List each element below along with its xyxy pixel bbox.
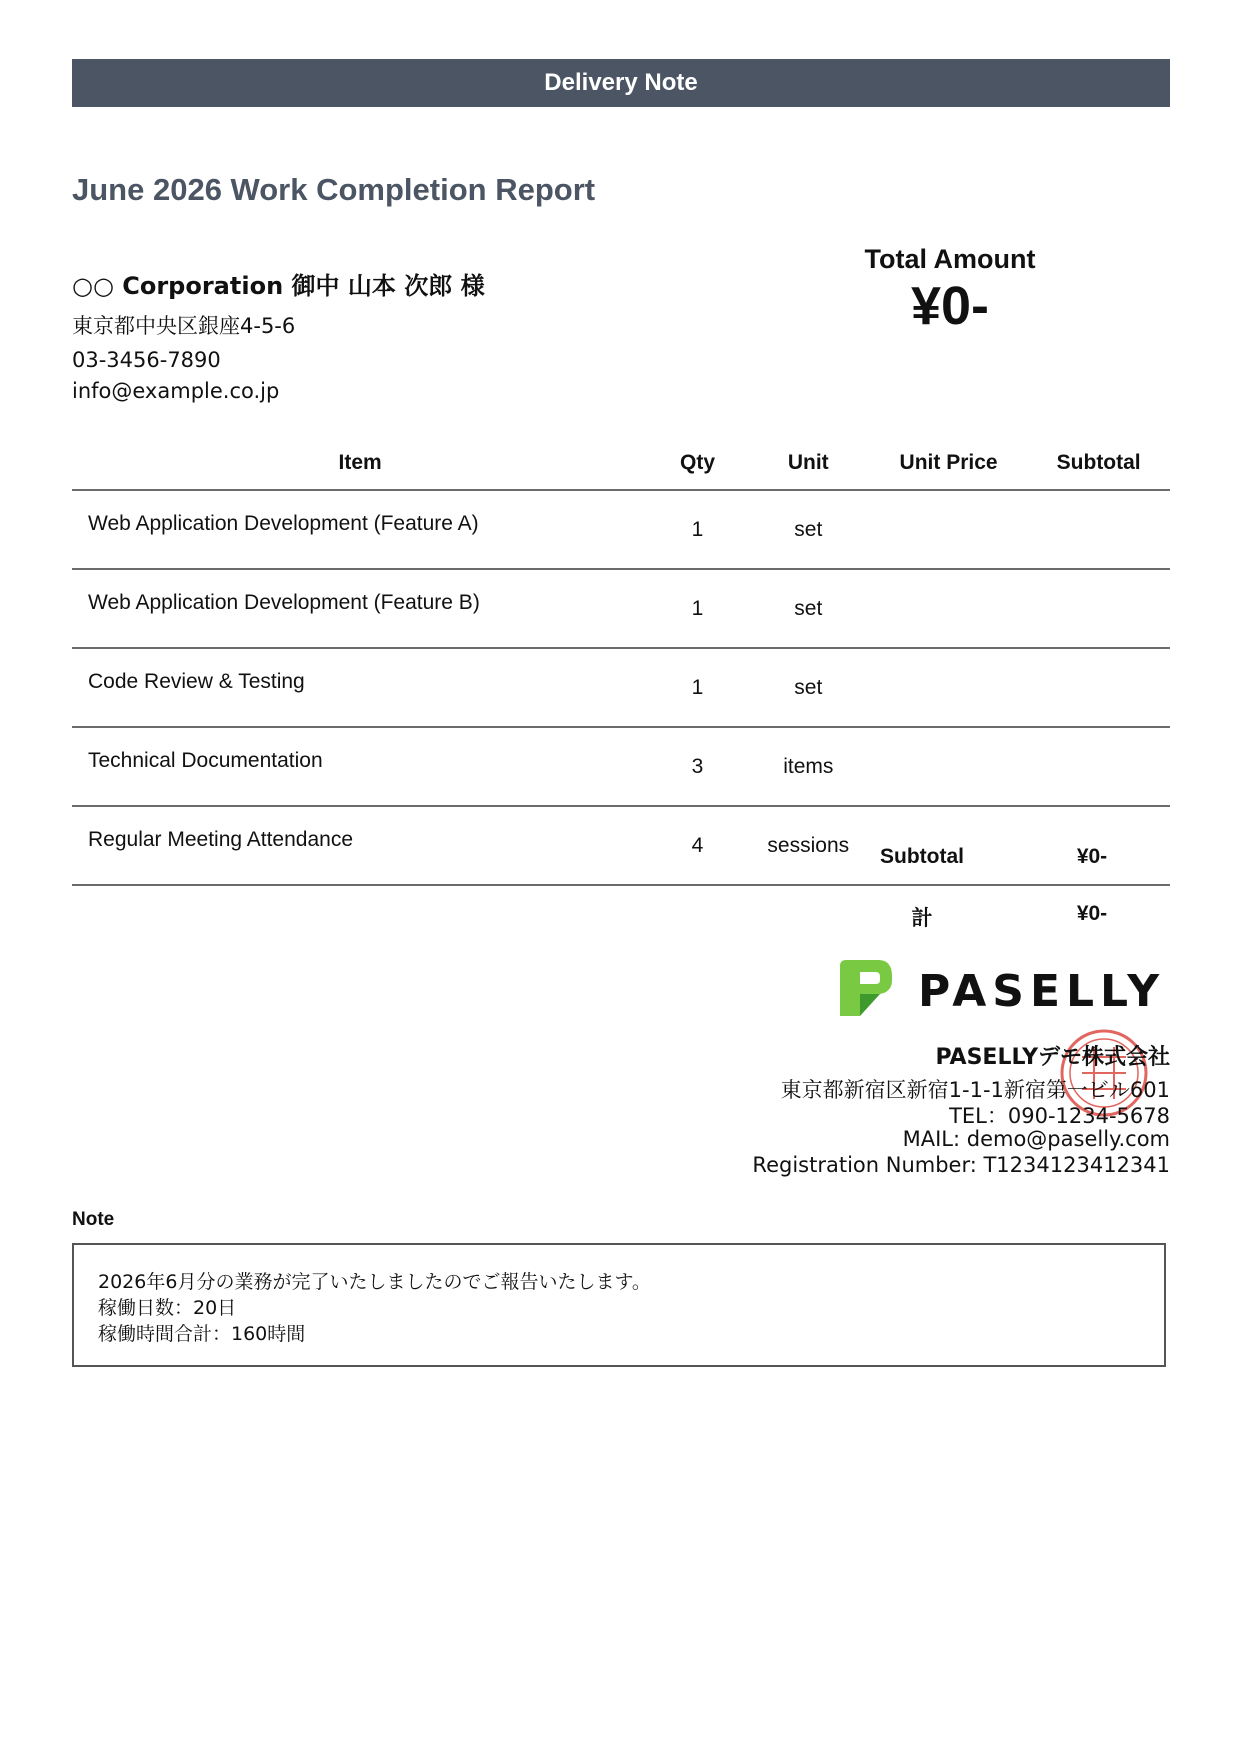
client-name: ○○ Corporation 御中 山本 次郎 様 [72, 272, 485, 300]
row-unit: items [747, 727, 870, 806]
client-email: info@example.co.jp [72, 379, 280, 403]
row-unit: set [747, 490, 870, 569]
table-row [72, 727, 1170, 806]
table-row [72, 569, 1170, 648]
table-row [72, 490, 1170, 569]
table-row [72, 648, 1170, 727]
row-subtotal [1027, 490, 1170, 569]
row-item: Regular Meeting Attendance [72, 806, 648, 885]
summary-subtotal-label: Subtotal [880, 845, 964, 868]
row-unit-price [870, 727, 1028, 806]
paselly-logo-text: PASELLY [918, 966, 1166, 1017]
note-label: Note [72, 1209, 115, 1230]
row-item: Web Application Development (Feature A) [72, 490, 648, 569]
header-item: Item [72, 437, 648, 490]
row-item: Technical Documentation [72, 727, 648, 806]
row-qty: 1 [648, 490, 747, 569]
total-amount-label: Total Amount [864, 244, 1036, 274]
row-qty: 4 [648, 806, 747, 885]
row-unit-price [870, 490, 1028, 569]
client-address: 東京都中央区銀座4-5-6 [72, 314, 296, 338]
row-item: Code Review & Testing [72, 648, 648, 727]
header-unit-price: Unit Price [870, 437, 1028, 490]
note-line: 2026年6月分の業務が完了いたしましたのでご報告いたします。 [98, 1271, 651, 1293]
row-unit: set [747, 569, 870, 648]
row-item: Web Application Development (Feature B) [72, 569, 648, 648]
report-title: June 2026 Work Completion Report [72, 172, 596, 207]
company-mail: MAIL: demo@paselly.com [902, 1127, 1170, 1151]
total-amount-value: ¥0- [910, 276, 990, 336]
row-subtotal [1027, 727, 1170, 806]
summary-total-value: ¥0- [1076, 902, 1108, 925]
paselly-logo-mark-icon [840, 960, 892, 1016]
note-line: 稼働時間合計：160時間 [98, 1323, 306, 1345]
summary-total-label: 計 [911, 907, 933, 930]
row-unit: set [747, 648, 870, 727]
header-unit: Unit [747, 437, 870, 490]
company-address: 東京都新宿区新宿1-1-1新宿第一ビル601 [780, 1078, 1170, 1102]
row-qty: 3 [648, 727, 747, 806]
company-registration: Registration Number: T1234123412341 [752, 1153, 1170, 1177]
row-unit-price [870, 569, 1028, 648]
total-amount-block [830, 244, 1070, 336]
row-subtotal [1027, 569, 1170, 648]
company-tel: TEL：090-1234-5678 [949, 1104, 1170, 1128]
header-qty: Qty [648, 437, 747, 490]
note-box [72, 1243, 1166, 1367]
header-subtotal: Subtotal [1027, 437, 1170, 490]
summary-subtotal-row [830, 845, 1170, 869]
summary-subtotal-value: ¥0- [1076, 845, 1108, 868]
document-type-banner: Delivery Note [72, 59, 1170, 107]
client-phone: 03-3456-7890 [72, 348, 221, 372]
company-name: PASELLYデモ株式会社 [935, 1045, 1170, 1070]
summary-total-row [830, 902, 1170, 932]
row-unit: sessions [747, 806, 870, 885]
row-qty: 1 [648, 648, 747, 727]
table-header-row [72, 437, 1170, 490]
row-qty: 1 [648, 569, 747, 648]
row-unit-price [870, 648, 1028, 727]
note-line: 稼働日数：20日 [98, 1297, 237, 1319]
items-table [72, 437, 1170, 886]
paselly-logo [838, 958, 1170, 1018]
row-subtotal [1027, 648, 1170, 727]
